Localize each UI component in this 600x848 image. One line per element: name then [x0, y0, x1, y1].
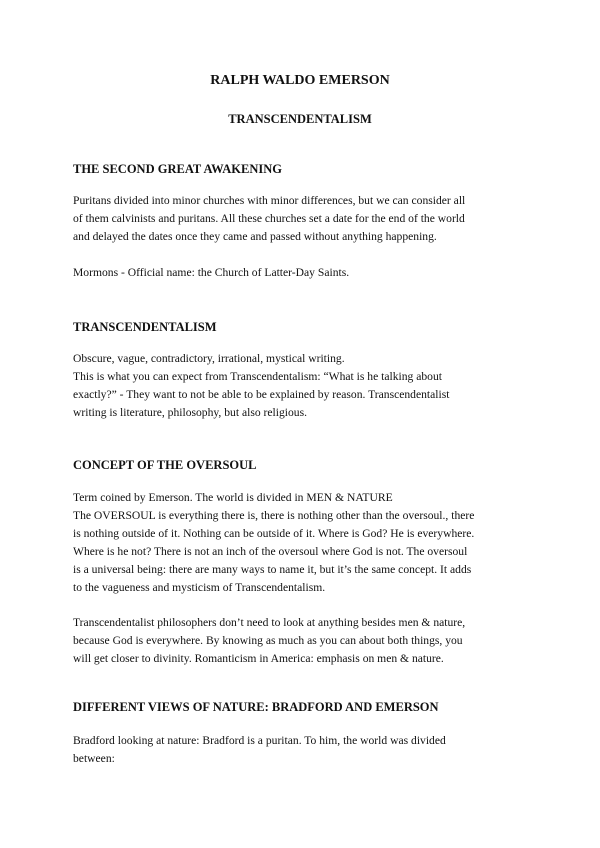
section-heading-second-great-awakening: THE SECOND GREAT AWAKENING	[73, 162, 282, 176]
text-line: exactly?” - They want to not be able to be explained by reason. Transcendentalist	[73, 388, 450, 401]
paragraph-oversoul	[73, 489, 531, 597]
text-line: and delayed the dates once they came and passed without anything happening.	[73, 230, 437, 243]
paragraph-mormons	[73, 264, 531, 282]
text-line: is a universal being: there are many ways to name it, but it’s the same concept. It adds	[73, 563, 472, 576]
text-line: writing is literature, philosophy, but also religious.	[73, 406, 307, 419]
text-line: of them calvinists and puritans. All these churches set a date for the end of the world	[73, 212, 465, 225]
text-line: This is what you can expect from Transcendentalism: “What is he talking about	[73, 370, 442, 383]
section-heading-oversoul: CONCEPT OF THE OVERSOUL	[73, 458, 257, 472]
text-line: Puritans divided into minor churches with minor differences, but we can consider all	[73, 194, 466, 207]
text-line: will get closer to divinity. Romanticism in America: emphasis on men & nature.	[73, 652, 444, 665]
text-line: because God is everywhere. By knowing as much as you can about both things, you	[73, 634, 463, 647]
text-line: between:	[73, 752, 115, 765]
document-subtitle: TRANSCENDENTALISM	[228, 112, 372, 126]
document-title: RALPH WALDO EMERSON	[210, 73, 390, 88]
text-line: to the vagueness and mysticism of Transcendentalism.	[73, 581, 326, 594]
text-line: Mormons - Official name: the Church of Latter-Day Saints.	[73, 266, 350, 279]
paragraph-transcendentalism	[73, 350, 531, 422]
text-line: Term coined by Emerson. The world is divided in MEN & NATURE	[73, 491, 393, 504]
text-line: is nothing outside of it. Nothing can be outside of it. Where is God? He is everywhere.	[73, 527, 475, 540]
paragraph-puritans	[73, 192, 531, 246]
paragraph-philosophers	[73, 614, 531, 668]
text-line: Obscure, vague, contradictory, irrational, mystical writing.	[73, 352, 345, 365]
paragraph-bradford	[73, 732, 531, 768]
text-line: Bradford looking at nature: Bradford is a puritan. To him, the world was divided	[73, 734, 446, 747]
text-line: Where is he not? There is not an inch of the oversoul where God is not. The oversoul	[73, 545, 468, 558]
text-line: The OVERSOUL is everything there is, there is nothing other than the oversoul., there	[73, 509, 475, 522]
text-line: Transcendentalist philosophers don’t need to look at anything besides men & nature,	[73, 616, 466, 629]
section-heading-transcendentalism: TRANSCENDENTALISM	[73, 320, 217, 334]
section-heading-views-of-nature: DIFFERENT VIEWS OF NATURE: BRADFORD AND EMERSON	[73, 700, 439, 714]
